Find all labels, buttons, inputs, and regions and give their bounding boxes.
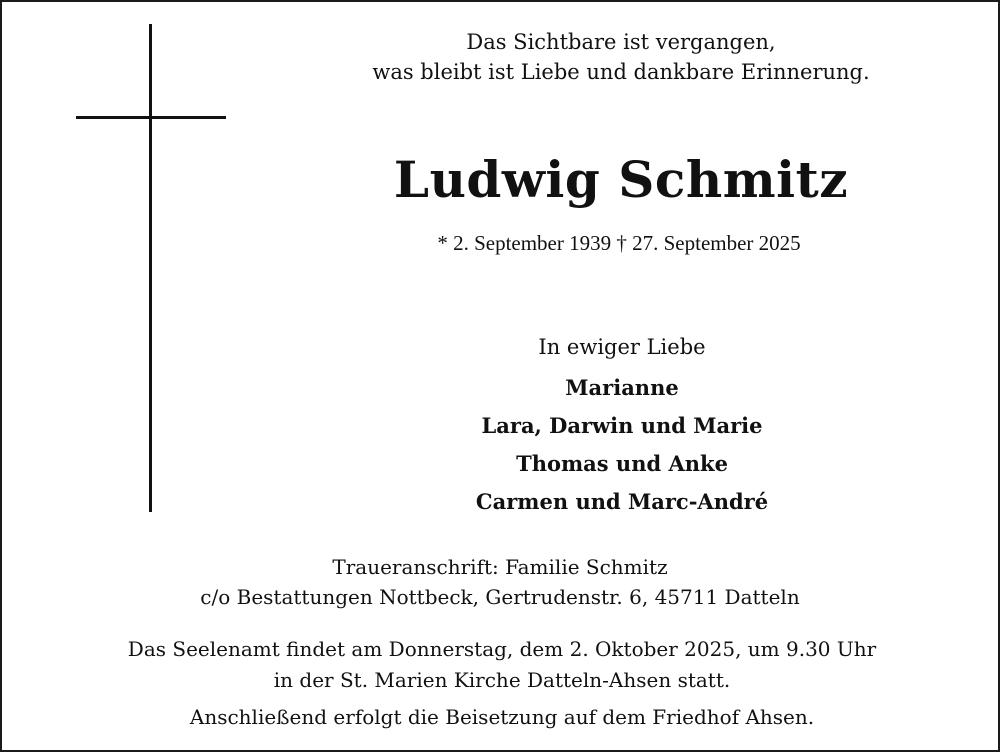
cross-vertical-bar [149,24,152,512]
deceased-name: Ludwig Schmitz [393,150,849,209]
mourner-name: Carmen und Marc-André [475,489,769,514]
service-line-1: Das Seelenamt findet am Donnerstag, dem 2. Oktober 2025, um 9.30 Uhr [127,637,877,661]
service-line-2: in der St. Marien Kirche Datteln-Ahsen statt. [273,668,731,692]
address-line-2: c/o Bestattungen Nottbeck, Gertrudenstr. 6, 45711 Datteln [200,585,800,609]
mourner-name: Thomas und Anke [516,451,728,476]
mourners-intro: In ewiger Liebe [538,335,706,359]
quote-line-2: was bleibt ist Liebe und dankbare Erinnerung. [372,60,870,84]
address-line-1: Traueranschrift: Familie Schmitz [332,555,668,579]
mourner-name: Marianne [565,375,679,400]
mourner-name: Lara, Darwin und Marie [481,413,763,438]
life-dates: * 2. September 1939 † 27. September 2025 [437,231,801,255]
cross-horizontal-bar [76,116,226,119]
quote-line-1: Das Sichtbare ist vergangen, [466,30,776,54]
service-line-3: Anschließend erfolgt die Beisetzung auf dem Friedhof Ahsen. [189,705,815,729]
